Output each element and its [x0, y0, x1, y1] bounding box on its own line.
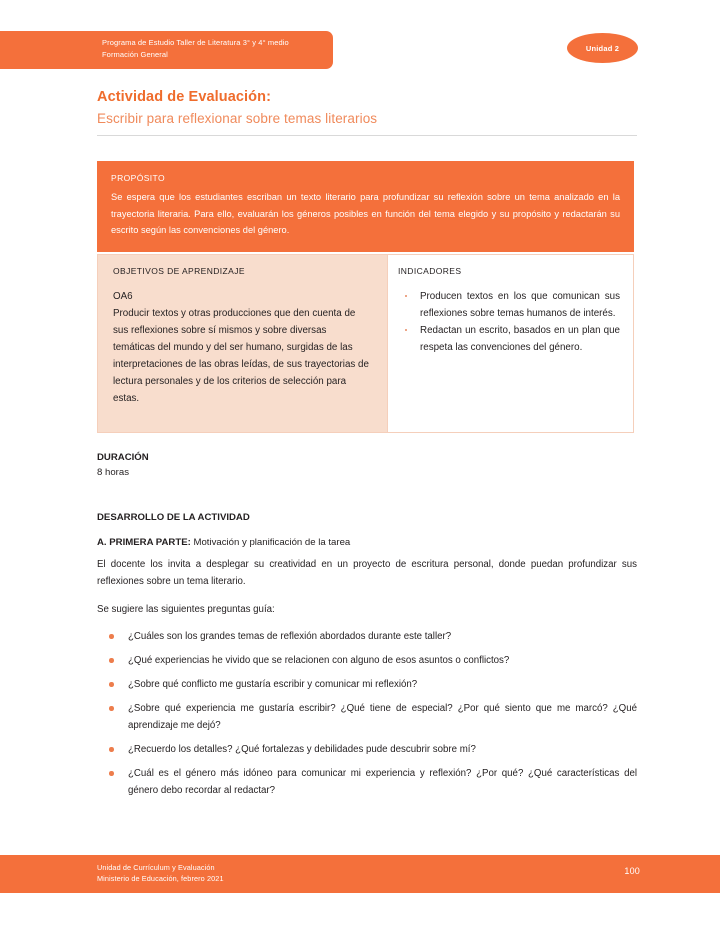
list-item	[97, 741, 637, 758]
indicator-text: Producen textos en los que comunican sus reflexiones sobre temas humanos de interés.	[420, 291, 620, 319]
program-line-1: Programa de Estudio Taller de Literatura 3° y 4° medio	[102, 38, 289, 47]
purpose-panel	[97, 161, 634, 252]
intro-paragraph-wrap	[97, 556, 637, 590]
question-text: ¿Sobre qué conflicto me gustaría escribir y comunicar mi reflexión?	[128, 679, 418, 690]
duration-label: DURACIÓN	[97, 452, 149, 463]
page-subtitle: Escribir para reflexionar sobre temas literarios	[97, 111, 378, 126]
page-title: Actividad de Evaluación:	[97, 89, 272, 105]
title-divider	[97, 135, 637, 136]
bullet-dot-icon	[109, 706, 114, 711]
purpose-label: PROPÓSITO	[111, 173, 165, 183]
footer-line-1: Unidad de Currículum y Evaluación	[97, 863, 215, 872]
first-part-line	[97, 535, 637, 550]
prompt-line: Se sugiere las siguientes preguntas guía:	[97, 604, 275, 615]
duration-value: 8 horas	[97, 467, 129, 478]
guiding-questions-list	[97, 628, 637, 806]
page-title-block	[97, 88, 637, 136]
objectives-indicators-table	[97, 254, 634, 433]
first-part-label: A. PRIMERA PARTE:	[97, 537, 191, 548]
bullet-dot-icon	[109, 682, 114, 687]
list-item	[97, 765, 637, 799]
program-line-2: Formación General	[102, 49, 168, 59]
development-heading: DESARROLLO DE LA ACTIVIDAD	[97, 512, 250, 523]
question-text: ¿Cuáles son los grandes temas de reflexión abordados durante este taller?	[128, 631, 452, 642]
bullet-dot-icon	[109, 658, 114, 663]
bullet-dot-icon	[109, 771, 114, 776]
question-text: ¿Sobre qué experiencia me gustaría escribir? ¿Qué tiene de especial? ¿Por qué siento que me marcó? ¿Qué aprendizaje me dejó?	[128, 703, 637, 731]
unit-badge: Unidad 2	[567, 33, 638, 63]
program-header-bar	[0, 31, 333, 69]
objectives-label: OBJETIVOS DE APRENDIZAJE	[113, 266, 245, 276]
duration-section	[97, 450, 637, 480]
intro-paragraph: El docente los invita a desplegar su creatividad en un proyecto de escritura personal, donde puedan profundizar sus reflexiones sobre un tema literario.	[97, 559, 637, 587]
objective-text: Producir textos y otras producciones que den cuenta de sus reflexiones sobre sí mismos y sobre diversas temáticas del mundo y del ser humano, surgidas de las interpretaciones de las obras leídas, de sus trayectorias de lectura personales y de los criterios de selección para estas.	[113, 308, 369, 404]
question-text: ¿Cuál es el género más idóneo para comunicar mi experiencia y reflexión? ¿Por qué? ¿Qué características del género debo recordar al redactar?	[128, 768, 637, 796]
list-item	[97, 628, 637, 645]
list-item	[398, 288, 620, 322]
prompt-line-wrap	[97, 601, 637, 618]
list-item	[97, 652, 637, 669]
footer-credits	[97, 862, 224, 884]
purpose-text: Se espera que los estudiantes escriban un texto literario para profundizar su reflexión sobre un tema analizado en la trayectoria literaria. Para ello, evaluarán los géneros posibles en función del tema elegido y su propósito y redactarán su escrito según las convenciones del género.	[111, 192, 620, 235]
bullet-dot-icon	[109, 634, 114, 639]
page-number: 100	[624, 866, 640, 876]
question-text: ¿Qué experiencias he vivido que se relacionen con alguno de esos asuntos o conflictos?	[128, 655, 510, 666]
footer-line-2: Ministerio de Educación, febrero 2021	[97, 874, 224, 883]
indicators-column	[388, 255, 633, 432]
question-text: ¿Recuerdo los detalles? ¿Qué fortalezas y debilidades pude descubrir sobre mí?	[128, 744, 476, 755]
list-item	[398, 322, 620, 356]
page-footer	[0, 855, 720, 893]
objectives-column	[98, 255, 388, 432]
indicators-list	[398, 288, 620, 356]
bullet-dot-icon	[405, 295, 407, 297]
objective-code: OA6	[113, 291, 133, 302]
indicators-label: INDICADORES	[398, 266, 462, 276]
indicator-text: Redactan un escrito, basados en un plan que respeta las convenciones del género.	[420, 325, 620, 353]
first-part-text: Motivación y planificación de la tarea	[190, 537, 351, 548]
bullet-dot-icon	[405, 329, 407, 331]
development-heading-wrap	[97, 510, 637, 525]
list-item	[97, 676, 637, 693]
list-item	[97, 700, 637, 734]
bullet-dot-icon	[109, 747, 114, 752]
